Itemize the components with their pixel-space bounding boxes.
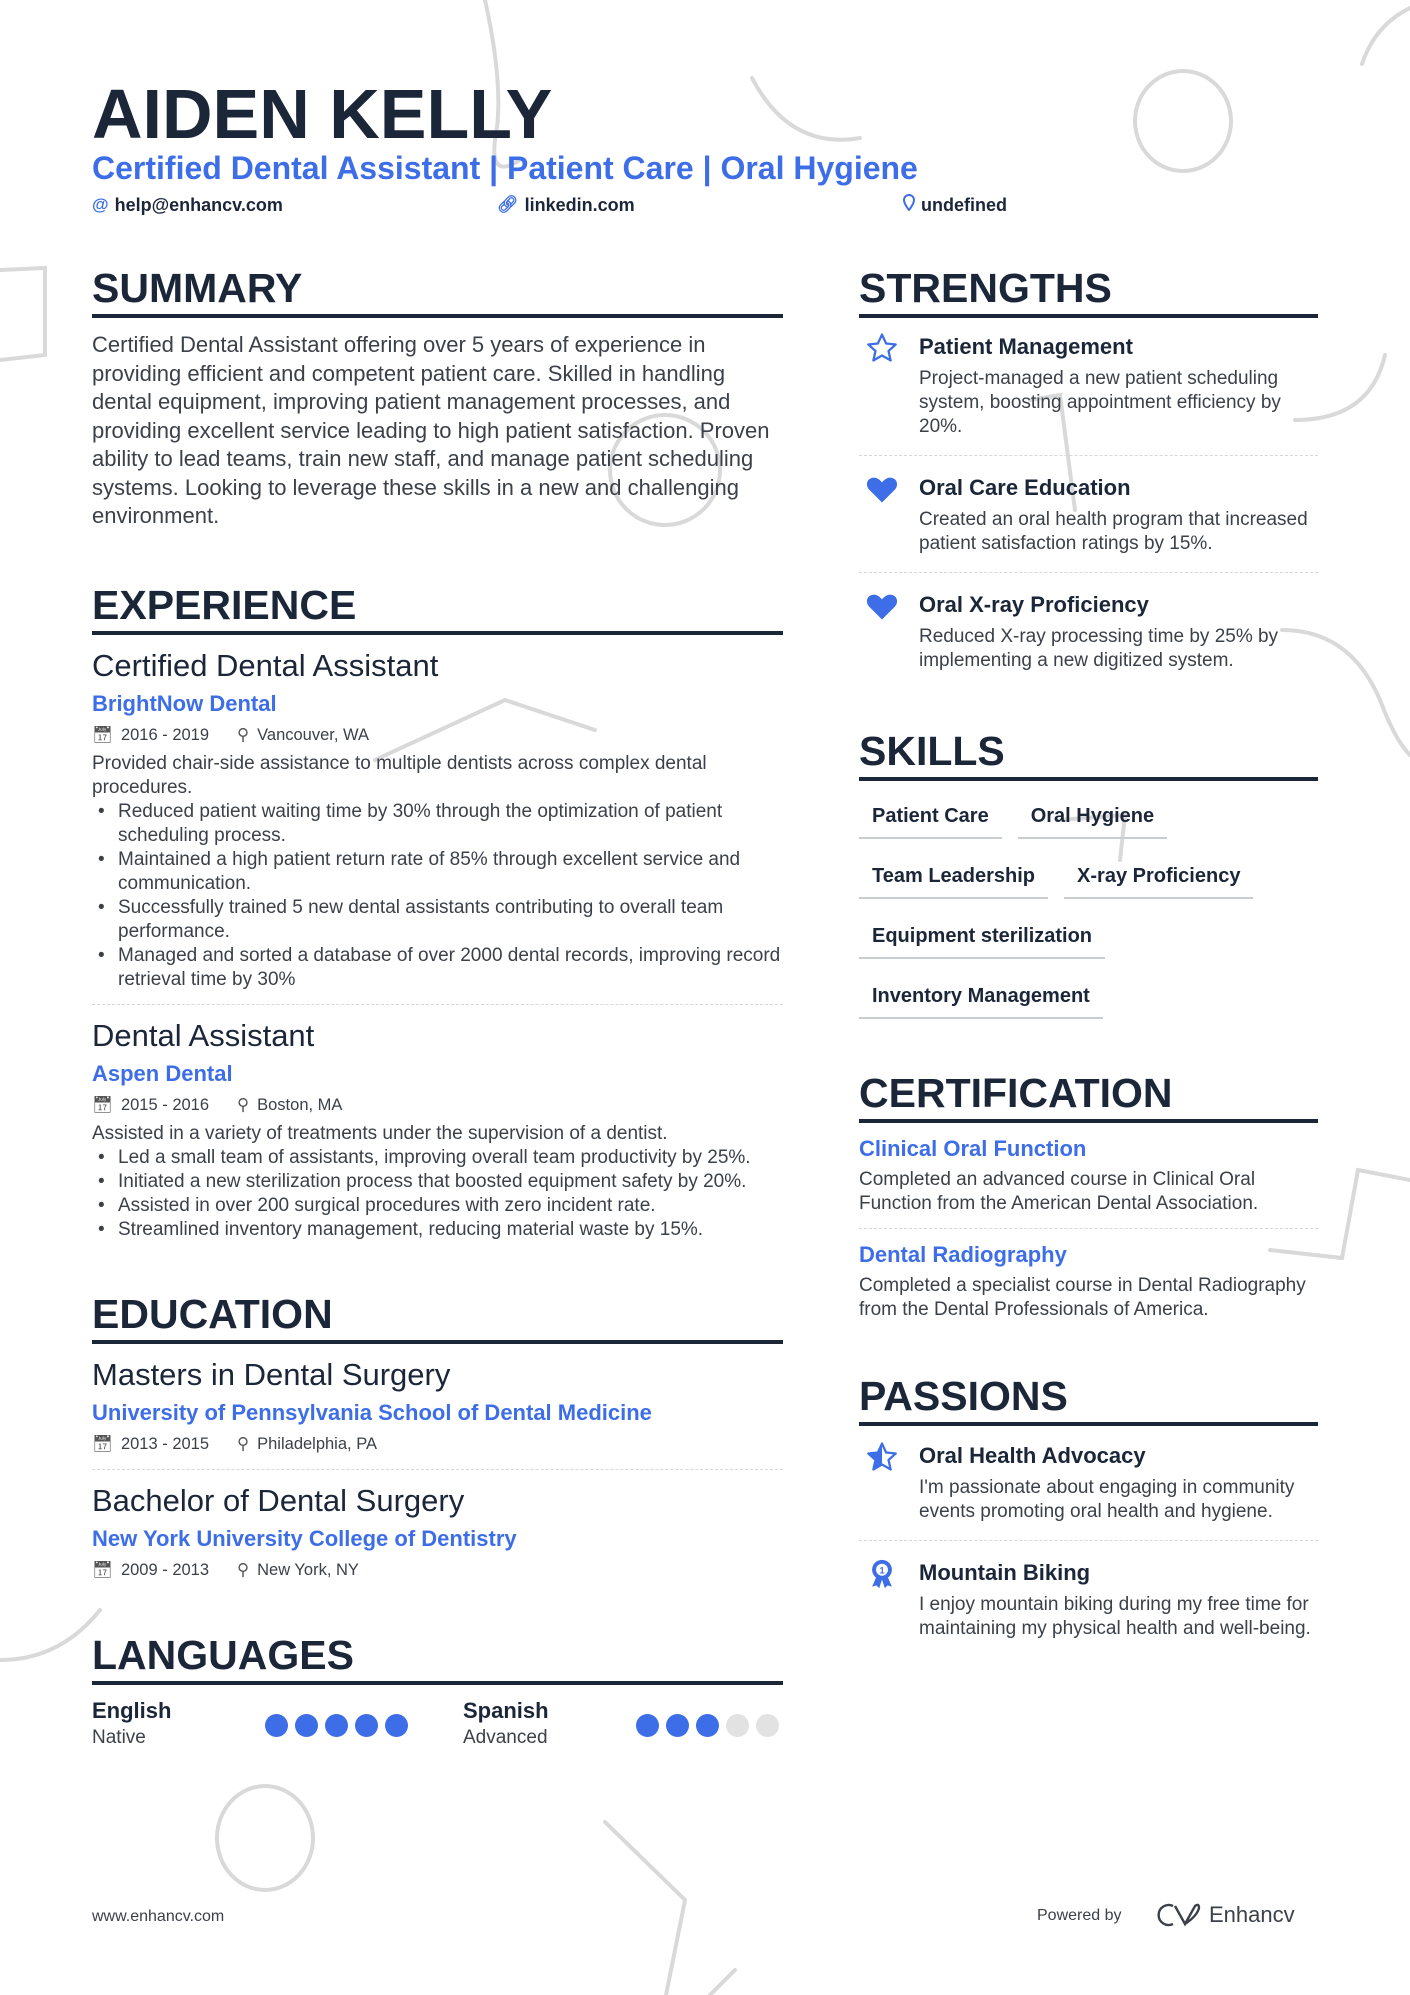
education-heading: EDUCATION [92, 1290, 783, 1344]
passion-title: Oral Health Advocacy [919, 1443, 1146, 1468]
rating-dot-filled [295, 1714, 318, 1737]
rating-dot-filled [325, 1714, 348, 1737]
passion-desc: I'm passionate about engaging in community events promoting oral health and hygiene. [919, 1477, 1295, 1522]
job-location: Vancouver, WA [257, 725, 370, 744]
strength-desc: Project-managed a new patient scheduling system, boosting appointment efficiency by 20%. [919, 368, 1281, 437]
bullet: • Initiated a new sterilization process that boosted equipment safety by 20%. [118, 1170, 783, 1194]
skills-list [859, 803, 1318, 1019]
job-dates: 2016 - 2019 [120, 725, 210, 744]
strength-title: Oral Care Education [919, 475, 1131, 500]
strength-item [859, 331, 1318, 439]
passion-item [859, 1557, 1318, 1641]
job-bullets [92, 800, 783, 992]
bullet: • Maintained a high patient return rate of 85% through excellent service and communication. [118, 848, 783, 896]
languages-row [92, 1697, 783, 1761]
company-name: BrightNow Dental [92, 690, 277, 716]
calendar-icon: 📅︎ [92, 725, 113, 744]
divider [859, 1540, 1318, 1541]
language-english [92, 1697, 171, 1751]
education-dates: 2009 - 2013 [120, 1560, 210, 1579]
skill-tag: Patient Care [859, 803, 1002, 839]
job-title: Dental Assistant [92, 1017, 315, 1053]
job-dates: 2015 - 2016 [120, 1095, 210, 1114]
rating-dot-filled [696, 1714, 719, 1737]
language-rating-spanish [636, 1714, 786, 1737]
contact-email[interactable] [92, 193, 283, 217]
bullet: • Led a small team of assistants, improving overall team productivity by 25%. [118, 1146, 783, 1170]
certification-heading: CERTIFICATION [859, 1069, 1318, 1123]
strength-desc: Reduced X-ray processing time by 25% by implementing a new digitized system. [919, 626, 1279, 671]
divider [92, 1004, 783, 1005]
certification-title: Clinical Oral Function [859, 1136, 1087, 1161]
rating-dot-filled [636, 1714, 659, 1737]
bullet: • Reduced patient waiting time by 30% through the optimization of patient scheduling process. [118, 800, 783, 848]
strength-item [859, 472, 1318, 556]
contact-location [903, 193, 1007, 217]
strengths-heading: STRENGTHS [859, 264, 1318, 318]
language-level: Native [92, 1726, 146, 1748]
calendar-icon: 📅︎ [92, 1095, 113, 1114]
education-location: Philadelphia, PA [257, 1434, 377, 1453]
education-entry [92, 1356, 783, 1457]
job-description: Provided chair-side assistance to multiple dentists across complex dental procedures. [92, 752, 707, 798]
brand-name: Enhancv [1209, 1902, 1295, 1927]
education-meta [92, 1431, 783, 1457]
divider [92, 1469, 783, 1470]
left-column [92, 264, 783, 1761]
location-pin-icon: ⚲ [237, 1434, 250, 1453]
education-meta [92, 1557, 783, 1583]
footer-website[interactable]: www.enhancv.com [92, 1908, 225, 1925]
job-description: Assisted in a variety of treatments under the supervision of a dentist. [92, 1122, 668, 1144]
location-pin-icon: ⚲ [237, 725, 250, 744]
rating-dot-filled [265, 1714, 288, 1737]
heart-icon [865, 472, 899, 506]
company-name: Aspen Dental [92, 1060, 233, 1086]
school: New York University College of Dentistry [92, 1525, 517, 1551]
certification-item [859, 1135, 1318, 1216]
job-location: Boston, MA [257, 1095, 343, 1114]
degree: Bachelor of Dental Surgery [92, 1482, 465, 1518]
job-entry [92, 1017, 783, 1242]
contact-linkedin[interactable] [497, 193, 635, 217]
certification-desc: Completed a specialist course in Dental Radiography from the Dental Professionals of America. [859, 1275, 1306, 1320]
job-title: Certified Dental Assistant [92, 647, 439, 683]
strength-item [859, 589, 1318, 673]
job-bullets [92, 1146, 783, 1242]
education-location: New York, NY [257, 1560, 359, 1579]
certification-item [859, 1241, 1318, 1322]
skill-tag: X-ray Proficiency [1064, 863, 1253, 899]
education-entry [92, 1482, 783, 1583]
languages-heading: LANGUAGES [92, 1631, 783, 1685]
award-ribbon-icon [865, 1557, 899, 1591]
enhancv-logo[interactable] [1155, 1902, 1295, 1928]
skills-heading: SKILLS [859, 727, 1318, 781]
bullet: • Managed and sorted a database of over 2000 dental records, improving record retrieval time by 30% [118, 944, 783, 992]
rating-dot-filled [385, 1714, 408, 1737]
strength-title: Patient Management [919, 334, 1133, 359]
location-pin-icon [903, 193, 915, 217]
language-spanish [463, 1697, 549, 1751]
certification-desc: Completed an advanced course in Clinical Oral Function from the American Dental Association. [859, 1169, 1259, 1214]
language-name: English [92, 1697, 172, 1723]
job-meta [92, 722, 783, 748]
passion-desc: I enjoy mountain biking during my free time for maintaining my physical health and well-being. [919, 1594, 1311, 1639]
location-pin-icon: ⚲ [237, 1095, 250, 1114]
skill-tag: Inventory Management [859, 983, 1103, 1019]
divider [859, 1228, 1318, 1229]
heart-icon [865, 589, 899, 623]
divider [859, 455, 1318, 456]
calendar-icon: 📅︎ [92, 1434, 113, 1453]
divider [859, 572, 1318, 573]
right-column [859, 264, 1318, 1641]
link-icon: 🔗︎ [497, 195, 519, 214]
passions-heading: PASSIONS [859, 1372, 1318, 1426]
summary-text: Certified Dental Assistant offering over 5 years of experience in providing efficient and competent patient care. Skilled in handling dental equipment, improving patient management processes, and providing excellent service leading to high patient satisfaction. Proven ability to lead teams, train new staff, and manage patient scheduling systems. Looking to leverage these skills in a new and challenging environment. [92, 332, 770, 528]
strength-desc: Created an oral health program that increased patient satisfaction ratings by 15%. [919, 509, 1308, 554]
powered-by-label: Powered by [1037, 1907, 1122, 1924]
experience-heading: EXPERIENCE [92, 581, 783, 635]
bullet: • Streamlined inventory management, reducing material waste by 15%. [118, 1218, 783, 1242]
svg-text:1: 1 [879, 1565, 885, 1576]
rating-dot-empty [726, 1714, 749, 1737]
education-dates: 2013 - 2015 [120, 1434, 210, 1453]
calendar-icon: 📅︎ [92, 1560, 113, 1579]
enhancv-logo-icon [1155, 1902, 1201, 1928]
rating-dot-filled [666, 1714, 689, 1737]
language-level: Advanced [463, 1726, 548, 1748]
star-half-icon [865, 1440, 899, 1474]
strength-title: Oral X-ray Proficiency [919, 592, 1149, 617]
skill-tag: Equipment sterilization [859, 923, 1105, 959]
job-meta [92, 1092, 783, 1118]
job-entry [92, 647, 783, 992]
skill-tag: Team Leadership [859, 863, 1048, 899]
certification-title: Dental Radiography [859, 1242, 1067, 1267]
bullet: • Successfully trained 5 new dental assistants contributing to overall team performance. [118, 896, 783, 944]
linkedin-text: linkedin.com [524, 195, 635, 215]
passion-item [859, 1440, 1318, 1524]
degree: Masters in Dental Surgery [92, 1356, 451, 1392]
candidate-title: Certified Dental Assistant | Patient Care | Oral Hygiene [92, 150, 918, 186]
language-name: Spanish [463, 1697, 549, 1723]
language-rating-english [265, 1714, 415, 1737]
email-text: help@enhancv.com [114, 195, 283, 215]
rating-dot-filled [355, 1714, 378, 1737]
at-icon: @ [92, 195, 109, 214]
candidate-name: AIDEN KELLY [92, 75, 553, 153]
summary-heading: SUMMARY [92, 264, 783, 318]
star-outline-icon [865, 331, 899, 365]
location-pin-icon: ⚲ [237, 1560, 250, 1579]
skill-tag: Oral Hygiene [1018, 803, 1167, 839]
location-text: undefined [921, 195, 1007, 215]
bullet: • Assisted in over 200 surgical procedures with zero incident rate. [118, 1194, 783, 1218]
passion-title: Mountain Biking [919, 1560, 1091, 1585]
rating-dot-empty [756, 1714, 779, 1737]
school: University of Pennsylvania School of Dental Medicine [92, 1399, 652, 1425]
